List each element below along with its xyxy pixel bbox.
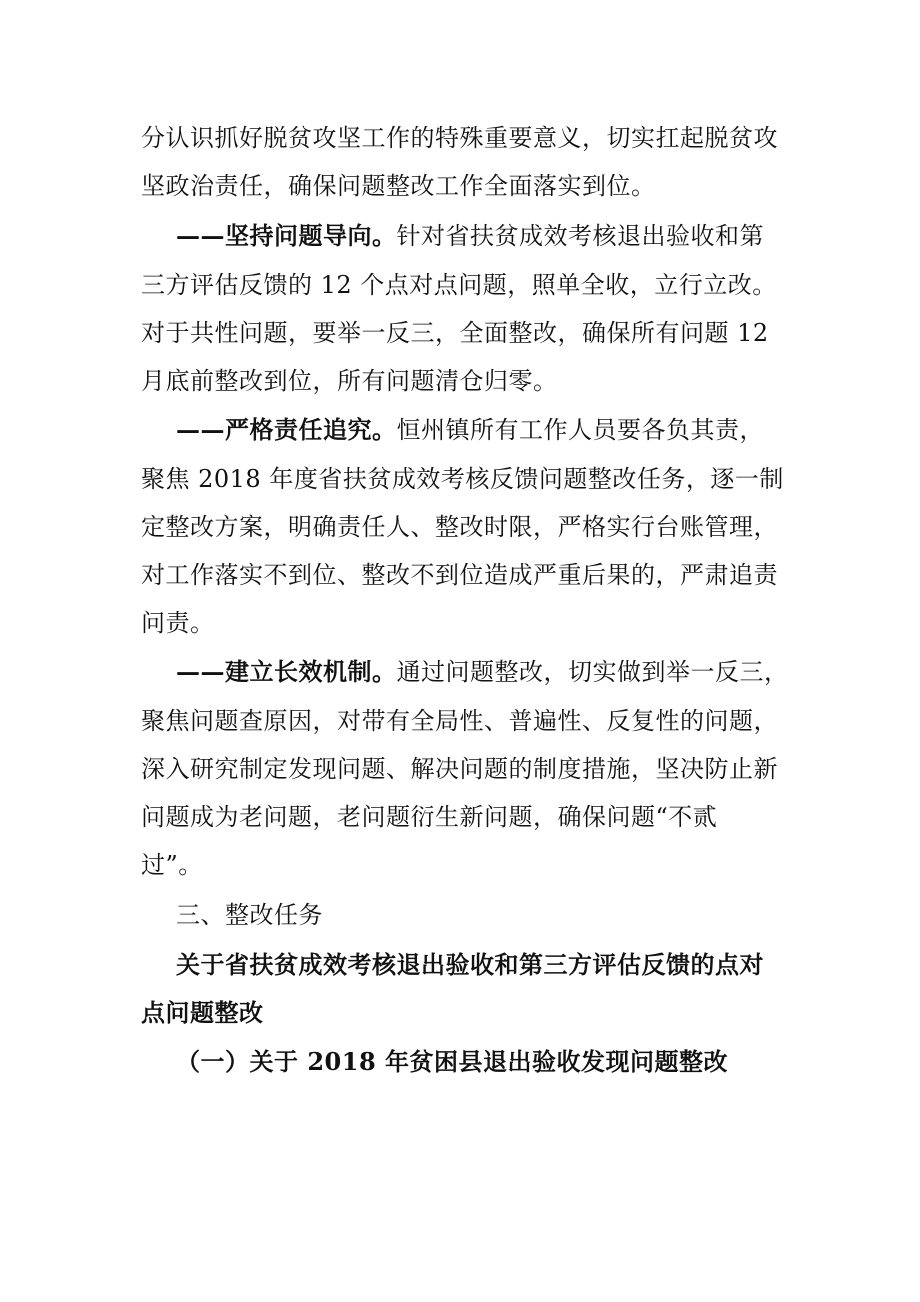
para-2-text: 针对省扶贫成效考核退出验收和第 [396, 222, 764, 250]
para-1-line-1: 分认识抓好脱贫攻坚工作的特殊重要意义，切实扛起脱贫攻 [141, 124, 778, 152]
para-4-text: 通过问题整改，切实做到举一反三， [396, 658, 789, 686]
para-4-line-1 [176, 648, 791, 696]
para-3-lead: ——严格责任追究。 [176, 415, 397, 444]
para-3-text: 恒州镇所有工作人员要各负其责， [396, 416, 764, 444]
para-4-line-5: 过”。 [141, 851, 203, 879]
para-4-line-4: 问题成为老问题，老问题衍生新问题，确保问题“不贰 [141, 803, 718, 831]
para-3-line-4: 对工作落实不到位、整改不到位造成严重后果的，严肃追责 [141, 561, 778, 589]
para-2-line-1 [176, 212, 791, 260]
para-3-line-1 [176, 406, 791, 454]
section-heading: 三、整改任务 [176, 901, 323, 929]
para-2-line-2: 三方评估反馈的 12 个点对点问题，照单全收，立行立改。 [141, 271, 777, 299]
para-2-lead: ——坚持问题导向。 [176, 221, 397, 250]
para-3-line-2: 聚焦 2018 年度省扶贫成效考核反馈问题整改任务，逐一制 [141, 465, 784, 493]
para-4-line-3: 深入研究制定发现问题、解决问题的制度措施，坚决防止新 [141, 755, 778, 783]
subheading-line-2: 点问题整改 [141, 998, 264, 1027]
para-3-line-5: 问责。 [141, 609, 215, 637]
para-4-lead: ——建立长效机制。 [176, 657, 397, 686]
para-3-line-3: 定整改方案，明确责任人、整改时限，严格实行台账管理， [141, 513, 778, 541]
para-2-line-3: 对于共性问题，要举一反三，全面整改，确保所有问题 12 [141, 319, 769, 347]
para-2-line-4: 月底前整改到位，所有问题清仓归零。 [141, 367, 558, 395]
subheading-line-1: 关于省扶贫成效考核退出验收和第三方评估反馈的点对 [176, 950, 764, 979]
para-4-line-2: 聚焦问题查原因，对带有全局性、普遍性、反复性的问题， [141, 707, 778, 735]
subsection-heading: （一）关于 2018 年贫困县退出验收发现问题整改 [176, 1047, 729, 1076]
para-1-line-2: 坚政治责任，确保问题整改工作全面落实到位。 [141, 172, 656, 200]
